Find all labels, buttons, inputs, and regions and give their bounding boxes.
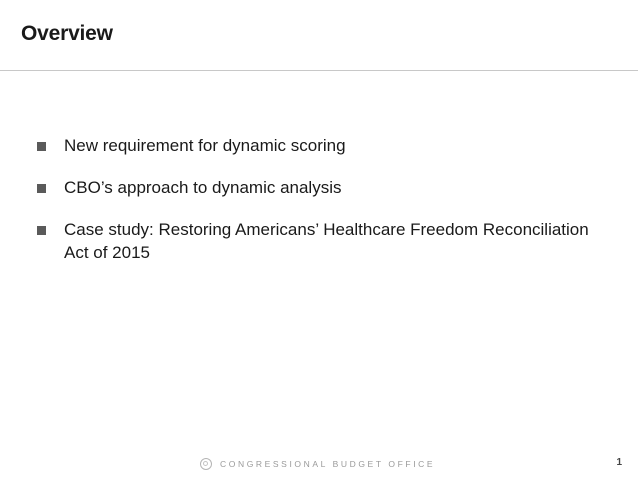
title-divider (0, 70, 638, 71)
page-number: 1 (616, 457, 622, 468)
slide-footer (0, 455, 638, 473)
bullet-text: CBO’s approach to dynamic analysis (64, 178, 342, 197)
bullet-item (36, 134, 596, 157)
square-bullet-icon (37, 184, 46, 193)
organization-name: CONGRESSIONAL BUDGET OFFICE (220, 459, 436, 469)
cbo-seal-icon (200, 458, 212, 470)
bullet-item (36, 218, 596, 264)
square-bullet-icon (37, 142, 46, 151)
square-bullet-icon (37, 226, 46, 235)
slide-title: Overview (21, 22, 113, 45)
footer-brand (200, 455, 435, 473)
bullet-list (36, 134, 596, 283)
bullet-text: Case study: Restoring Americans’ Healthcare Freedom Reconciliation Act of 2015 (64, 220, 589, 262)
bullet-item (36, 176, 596, 199)
bullet-text: New requirement for dynamic scoring (64, 136, 346, 155)
